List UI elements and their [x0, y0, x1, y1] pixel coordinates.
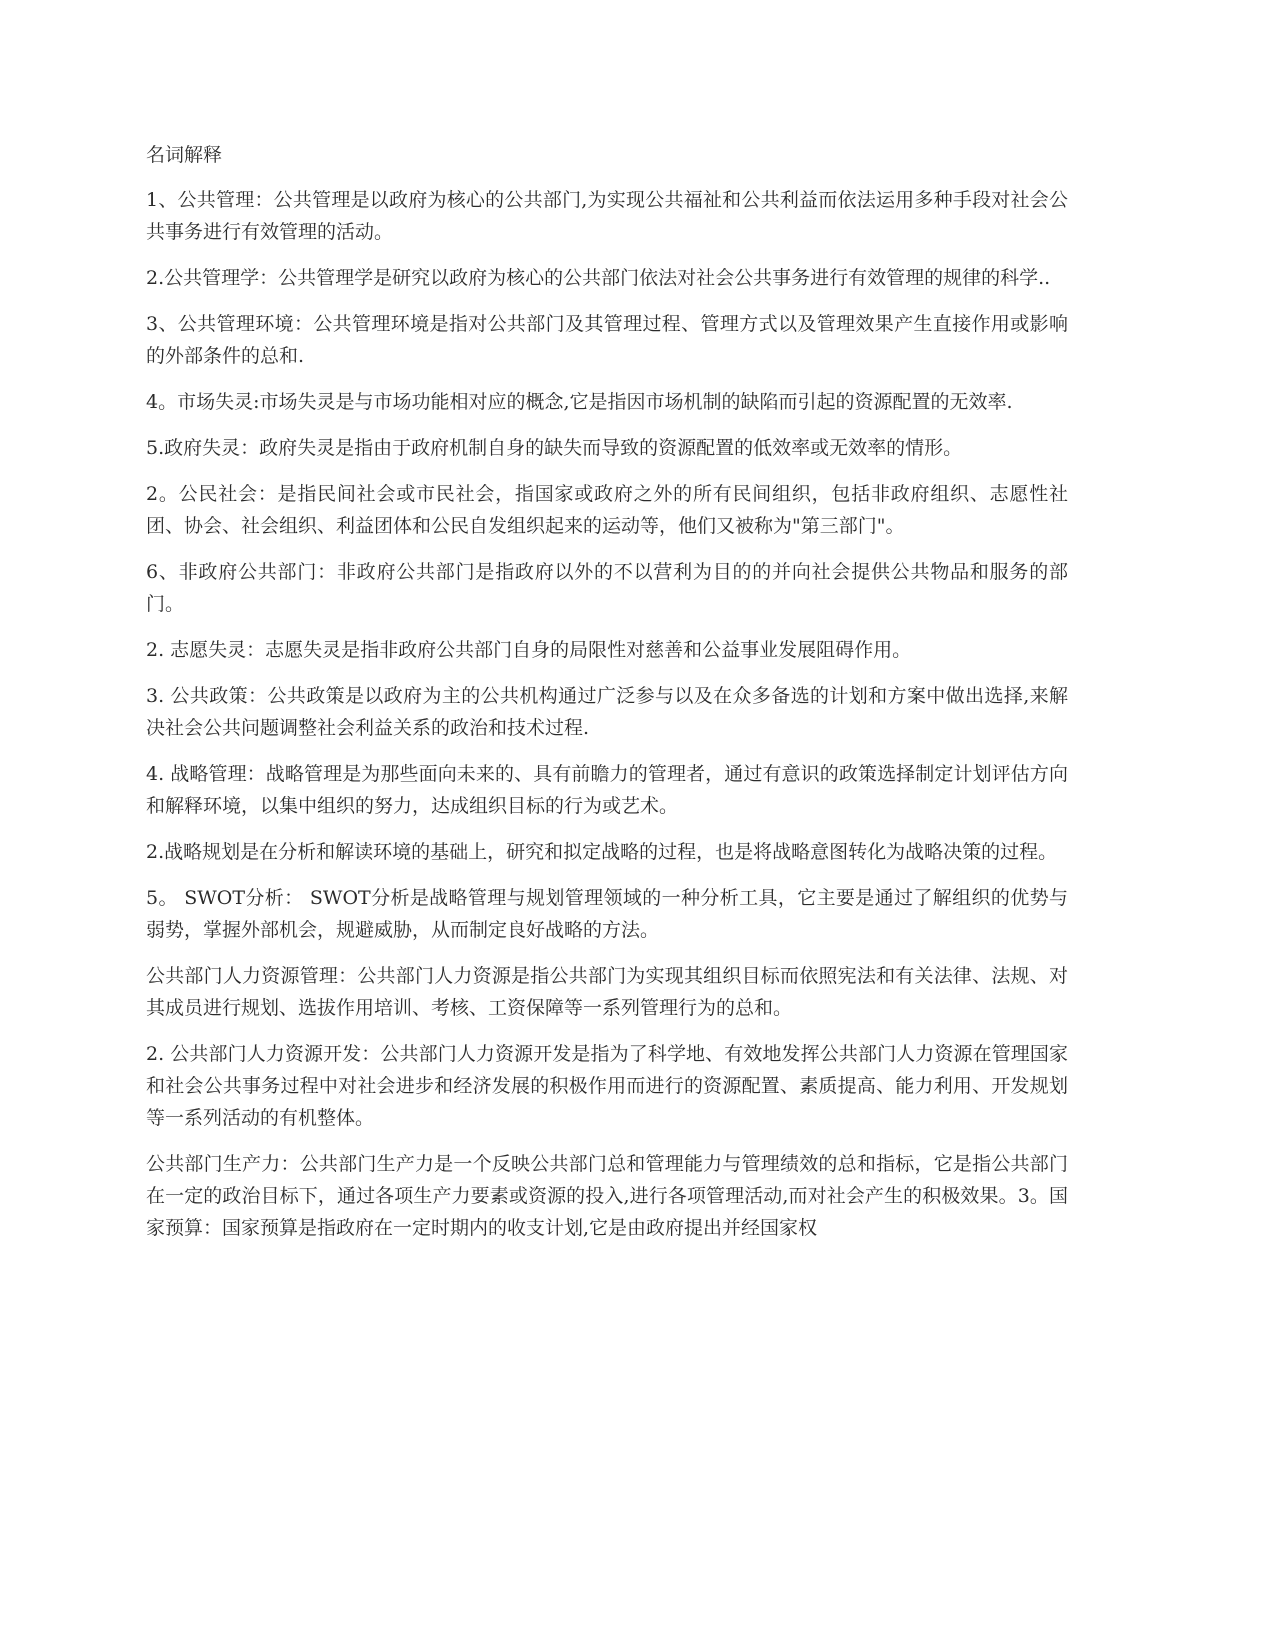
- document-heading: 名词解释: [146, 144, 223, 166]
- paragraph-public-management: 1、公共管理：公共管理是以政府为核心的公共部门,为实现公共福祉和公共利益而依法运用多种手段对社会公共事务进行有效管理的活动。: [146, 189, 1068, 243]
- paragraph-public-policy: 3. 公共政策：公共政策是以政府为主的公共机构通过广泛参与以及在众多备选的计划和方案中做出选择,来解决社会公共问题调整社会利益关系的政治和技术过程.: [146, 685, 1068, 739]
- document-page: [146, 140, 1068, 1258]
- paragraph-strategic-management: 4. 战略管理：战略管理是为那些面向未来的、具有前瞻力的管理者，通过有意识的政策选择制定计划评估方向和解释环境，以集中组织的努力，达成组织目标的行为或艺术。: [146, 763, 1068, 817]
- paragraph-non-government-sector: 6、非政府公共部门：非政府公共部门是指政府以外的不以营利为目的的并向社会提供公共物品和服务的部门。: [146, 561, 1068, 615]
- paragraph-civil-society: 2。公民社会：是指民间社会或市民社会，指国家或政府之外的所有民间组织，包括非政府组织、志愿性社团、协会、社会组织、利益团体和公民自发组织起来的运动等，他们又被称为"第三部门"。: [146, 483, 1068, 537]
- paragraph-government-failure: 5.政府失灵：政府失灵是指由于政府机制自身的缺失而导致的资源配置的低效率或无效率的情形。: [146, 437, 963, 459]
- paragraph-human-resource-development: 2. 公共部门人力资源开发：公共部门人力资源开发是指为了科学地、有效地发挥公共部门人力资源在管理国家和社会公共事务过程中对社会进步和经济发展的积极作用而进行的资源配置、素质提高、能力利用、开发规划等一系列活动的有机整体。: [146, 1043, 1068, 1129]
- paragraph-public-management-environment: 3、公共管理环境：公共管理环境是指对公共部门及其管理过程、管理方式以及管理效果产生直接作用或影响的外部条件的总和.: [146, 313, 1068, 367]
- paragraph-voluntary-failure: 2. 志愿失灵：志愿失灵是指非政府公共部门自身的局限性对慈善和公益事业发展阻碍作用。: [146, 639, 912, 661]
- paragraph-public-management-science: 2.公共管理学：公共管理学是研究以政府为核心的公共部门依法对社会公共事务进行有效管理的规律的科学..: [146, 267, 1051, 289]
- paragraph-strategic-planning: 2.战略规划是在分析和解读环境的基础上，研究和拟定战略的过程，也是将战略意图转化为战略决策的过程。: [146, 841, 1058, 863]
- paragraph-market-failure: 4。市场失灵:市场失灵是与市场功能相对应的概念,它是指因市场机制的缺陷而引起的资源配置的无效率.: [146, 391, 1013, 413]
- paragraph-swot-analysis: 5。 SWOT分析： SWOT分析是战略管理与规划管理领域的一种分析工具，它主要是通过了解组织的优势与弱势，掌握外部机会，规避威胁，从而制定良好战略的方法。: [146, 887, 1068, 941]
- paragraph-public-sector-productivity: 公共部门生产力：公共部门生产力是一个反映公共部门总和管理能力与管理绩效的总和指标，它是指公共部门在一定的政治目标下，通过各项生产力要素或资源的投入,进行各项管理活动,而对社会产生的积极效果。3。国家预算：国家预算是指政府在一定时期内的收支计划,它是由政府提出并经国家权: [146, 1153, 1068, 1239]
- paragraph-human-resource-management: 公共部门人力资源管理：公共部门人力资源是指公共部门为实现其组织目标而依照宪法和有关法律、法规、对其成员进行规划、选拔作用培训、考核、工资保障等一系列管理行为的总和。: [146, 965, 1068, 1019]
